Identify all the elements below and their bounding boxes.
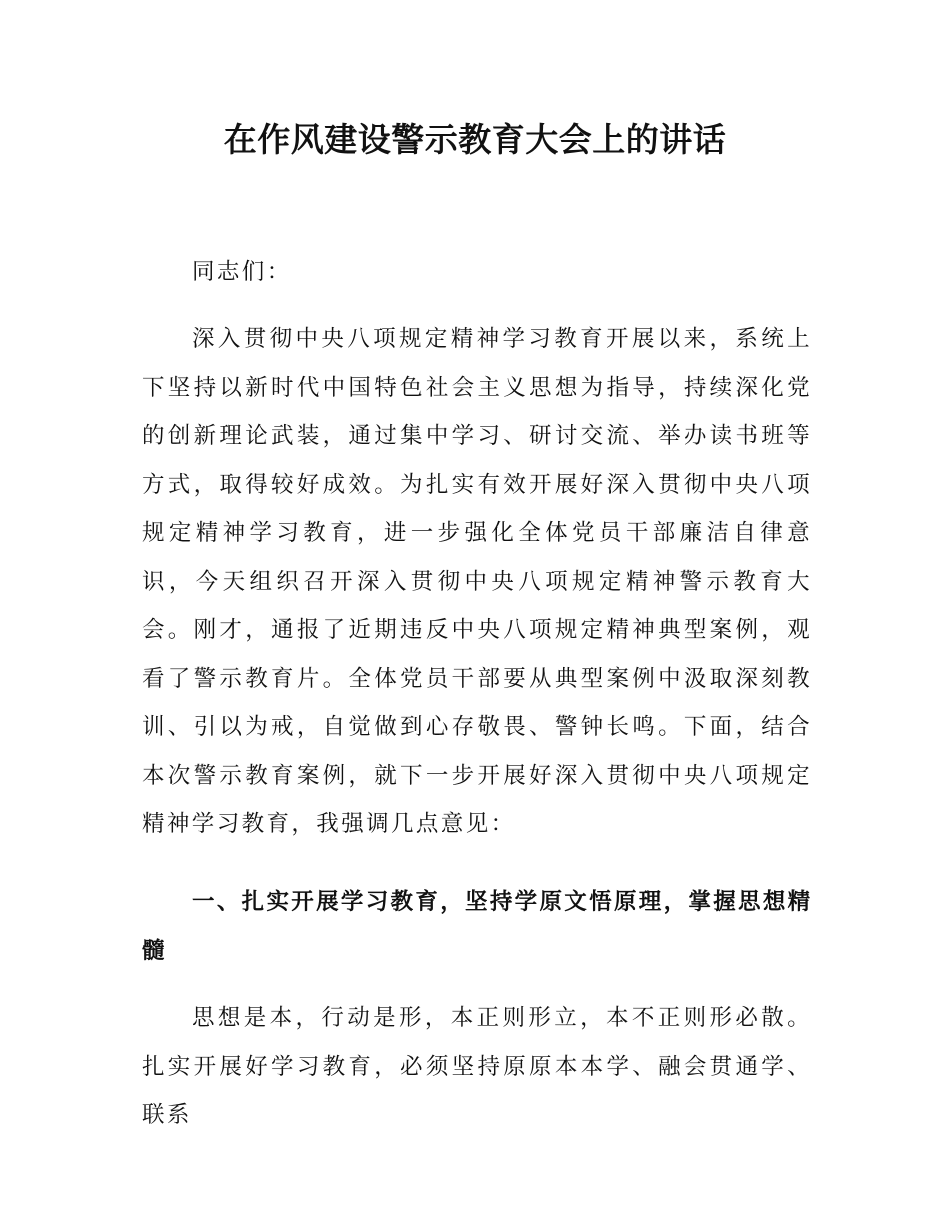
document-title: 在作风建设警示教育大会上的讲话: [223, 120, 727, 159]
greeting: 同志们：: [192, 259, 292, 285]
body-paragraph-1: 深入贯彻中央八项规定精神学习教育开展以来，系统上下坚持以新时代中国特色社会主义思想为指导，持续深化党的创新理论武装，通过集中学习、研讨交流、举办读书班等方式，取得较好成效。为扎实有效开展好深入贯彻中央八项规定精神学习教育，进一步强化全体党员干部廉洁自律意识，今天组织召开深入贯彻中央八项规定精神警示教育大会。刚才，通报了近期违反中央八项规定精神典型案例，观看了警示教育片。全体党员干部要从典型案例中汲取深刻教训、引以为戒，自觉做到心存敬畏、警钟长鸣。下面，结合本次警示教育案例，就下一步开展好深入贯彻中央八项规定精神学习教育，我强调几点意见：: [142, 326, 812, 837]
body-paragraph-2: 思想是本，行动是形，本正则形立，本不正则形必散。扎实开展好学习教育，必须坚持原原本本学、融会贯通学、联系: [142, 1005, 812, 1128]
section-heading-1: 一、扎实开展学习教育，坚持学原文悟原理，掌握思想精髓: [142, 889, 812, 964]
